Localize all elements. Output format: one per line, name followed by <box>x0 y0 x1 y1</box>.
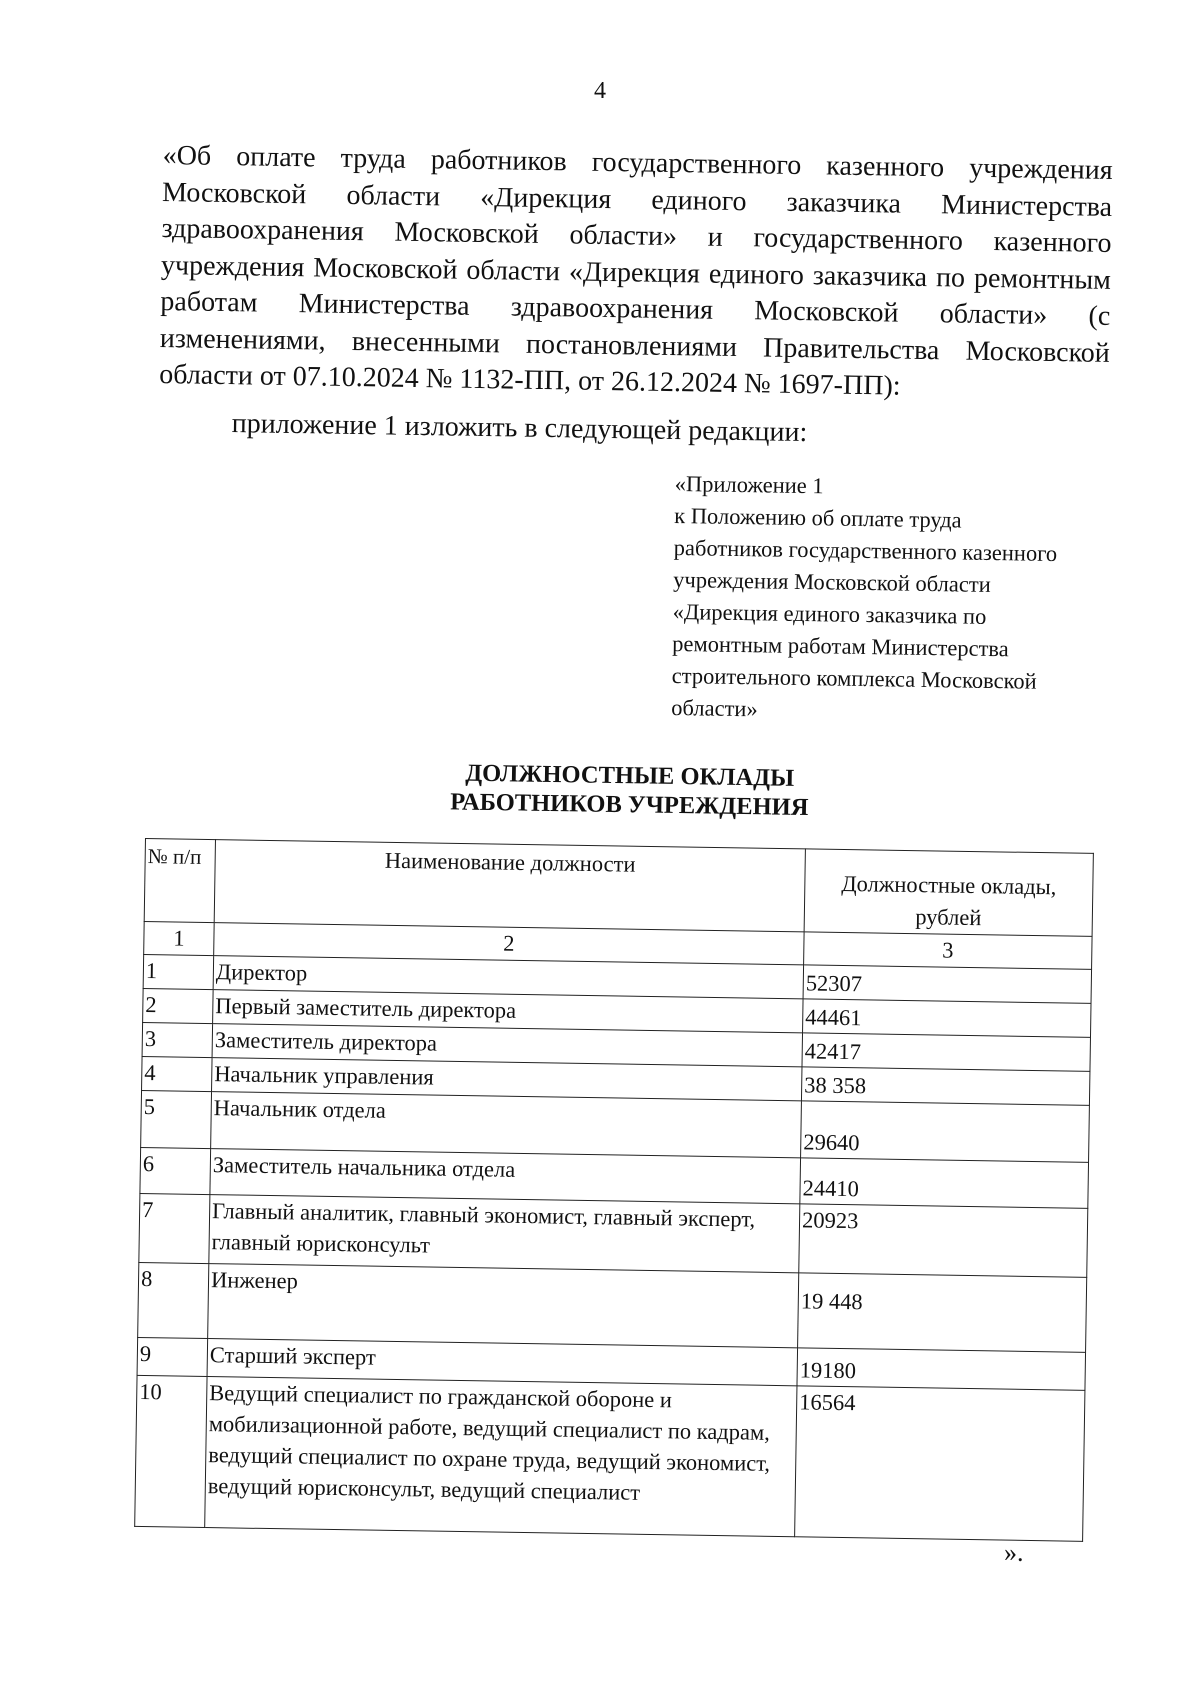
row-position: Ведущий специалист по гражданской обороне и мобилизационной работе, ведущий специалист по кадрам, ведущий специалист по охране труда, ведущий экономист, ведущий юрисконсульт, ведущий специалист <box>205 1377 797 1537</box>
column-number: 1 <box>144 921 215 955</box>
closing-quote-mark: ». <box>1004 1538 1024 1567</box>
table-header-row <box>144 839 1093 937</box>
row-salary: 38 358 <box>801 1067 1089 1106</box>
appendix-line: работников государственного казенного <box>673 534 1058 567</box>
row-position: Главный аналитик, главный экономист, главный эксперт, главный юрисконсульт <box>209 1195 800 1273</box>
salary-table-wrapper <box>134 838 1093 1542</box>
salary-table <box>134 838 1094 1542</box>
row-number: 10 <box>135 1375 207 1527</box>
row-number: 1 <box>143 954 214 989</box>
appendix-line: области» <box>671 694 758 722</box>
instruction-line: приложение 1 изложить в следующей редакции: <box>231 408 808 449</box>
row-position: Старший эксперт <box>207 1339 798 1386</box>
row-position: Инженер <box>208 1264 799 1348</box>
row-number: 3 <box>142 1022 213 1057</box>
row-salary: 44461 <box>803 999 1091 1038</box>
heading-line-2: РАБОТНИКОВ УЧРЕЖДЕНИЯ <box>449 788 809 822</box>
intro-paragraph <box>159 138 1113 408</box>
row-number: 4 <box>142 1056 213 1091</box>
row-position: Начальник отдела <box>211 1092 802 1158</box>
row-salary: 19 448 <box>798 1273 1087 1353</box>
page-number: 4 <box>594 78 606 104</box>
row-position: Заместитель директора <box>212 1024 802 1067</box>
appendix-line: к Положению об оплате труда <box>674 502 962 533</box>
row-number: 6 <box>140 1147 211 1194</box>
row-position: Заместитель начальника отдела <box>210 1149 801 1204</box>
header-salary: Должностные оклады, рублей <box>804 849 1093 937</box>
appendix-reference <box>671 468 1105 731</box>
row-salary: 52307 <box>803 965 1091 1004</box>
row-position: Начальник управления <box>212 1058 802 1101</box>
row-salary: 16564 <box>795 1386 1085 1542</box>
row-salary: 24410 <box>800 1158 1089 1209</box>
column-number: 3 <box>804 932 1092 970</box>
row-salary: 19180 <box>797 1348 1086 1391</box>
appendix-line: строительного комплекса Московской <box>671 662 1037 694</box>
row-number: 9 <box>137 1337 208 1376</box>
header-position: Наименование должности <box>214 840 805 932</box>
row-number: 5 <box>141 1090 212 1148</box>
appendix-line: «Приложение 1 <box>674 470 824 499</box>
row-number: 8 <box>138 1262 209 1338</box>
row-number: 2 <box>143 988 214 1023</box>
row-salary: 20923 <box>799 1204 1088 1278</box>
column-number: 2 <box>214 923 804 965</box>
intro-text: «Об оплате труда работников государственного казенного учреждения Московской области «Дирекция единого заказчика Министерства здравоохранения Московской области» и государственного казенного учреждения Московской области «Дирекция единого заказчика по ремонтным работам Министерства здравоохранения Московской области» (с изменениями, внесенными постановлениями Правительства Московской области от 07.10.2024 № 1132-ПП, от 26.12.2024 № 1697-ПП): <box>159 139 1113 402</box>
row-salary: 42417 <box>802 1033 1090 1072</box>
row-salary: 29640 <box>801 1101 1090 1163</box>
table-row <box>135 1375 1085 1541</box>
appendix-line: учреждения Московской области <box>673 566 991 597</box>
row-number: 7 <box>139 1193 210 1263</box>
row-position: Первый заместитель директора <box>213 990 803 1033</box>
appendix-line: ремонтным работам Министерства <box>672 630 1009 662</box>
appendix-line: «Дирекция единого заказчика по <box>672 598 987 629</box>
row-position: Директор <box>213 956 803 999</box>
header-number: № п/п <box>144 839 215 923</box>
table-heading <box>359 757 900 823</box>
heading-line-1: ДОЛЖНОСТНЫЕ ОКЛАДЫ <box>465 759 795 792</box>
